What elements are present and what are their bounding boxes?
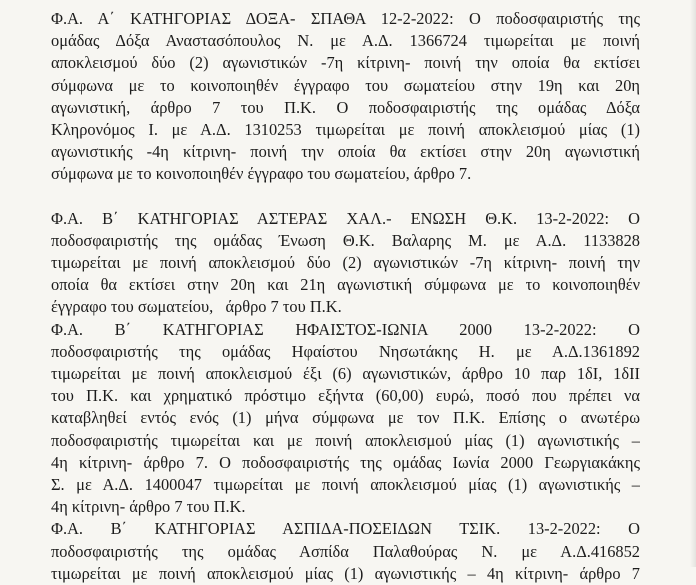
text-line: τιμωρείται με ποινή αποκλεισμού δύο (2) αγωνιστικών -7η κίτρινη- ποινή την [51, 253, 640, 273]
text-line: οποία θα εκτίσει στην 20η και 21η αγωνιστική σύμφωνα με το κοινοποιηθέν [51, 275, 640, 295]
text-line: 4η κίτρινη- άρθρο 7. Ο ποδοσφαιριστής της ομάδας Ιωνία 2000 Γεωργιακάκης [51, 452, 640, 472]
text-line: Φ.Α. Β΄ ΚΑΤΗΓΟΡΙΑΣ ΑΣΤΕΡΑΣ ΧΑΛ.- ΕΝΩΣΗ Θ.Κ. 13-2-2022: Ο [51, 208, 640, 228]
text-line: ποδοσφαιριστής τιμωρείται και με ποινή αποκλεισμού μίας (1) αγωνιστικής – [51, 430, 640, 450]
text-line: σύμφωνα με το κοινοποιηθέν έγγραφο του σωματείου, άρθρο 7. [51, 164, 472, 184]
text-line: καταβληθεί εντός ενός (1) μήνα σύμφωνα με τον Π.Κ. Επίσης ο ανωτέρω [51, 408, 640, 428]
ruling-paragraph-asteras-enosi [51, 208, 640, 319]
text-line: Κληρονόμος Ι. με Α.Δ. 1310253 τιμωρείται με ποινή αποκλεισμού μίας (1) [51, 120, 640, 140]
text-line: Φ.Α. Β΄ ΚΑΤΗΓΟΡΙΑΣ ΗΦΑΙΣΤΟΣ-ΙΩΝΙΑ 2000 13-2-2022: Ο [51, 319, 640, 339]
ruling-paragraph-doxa-spatha [51, 8, 640, 186]
text-line: αγωνιστικής -4η κίτρινη- ποινή την οποία θα εκτίσει στην 20η αγωνιστική [51, 142, 640, 162]
paragraph-spacer [51, 186, 640, 208]
text-line: τιμωρείται με ποινή αποκλεισμού μίας (1) αγωνιστικής – 4η κίτρινη- άρθρο 7 [51, 563, 640, 583]
text-line: τιμωρείται με ποινή αποκλεισμού έξι (6) αγωνιστικών, άρθρο 10 παρ 1δΙ, 1δΙΙ [51, 364, 640, 384]
text-line: Φ.Α. Β΄ ΚΑΤΗΓΟΡΙΑΣ ΑΣΠΙΔΑ-ΠΟΣΕΙΔΩΝ ΤΣΙΚ. 13-2-2022: Ο [51, 519, 640, 539]
text-line: ποδοσφαιριστής της ομάδας Ασπίδα Παλαθούρας Ν. με Α.Δ.416852 [51, 541, 640, 561]
text-line: ομάδας Δόξα Αναστασόπουλος Ν. με Α.Δ. 1366724 τιμωρείται με ποινή [51, 31, 640, 51]
text-line: σύμφωνα με το κοινοποιηθέν έγγραφο του σωματείου στην 19η και 20η [51, 75, 640, 95]
scan-edge-shadow [690, 0, 696, 567]
text-line: Φ.Α. Α΄ ΚΑΤΗΓΟΡΙΑΣ ΔΟΞΑ- ΣΠΑΘΑ 12-2-2022: Ο ποδοσφαιριστής της [51, 9, 640, 28]
text-line: αποκλεισμού δύο (2) αγωνιστικών -7η κίτρινη- ποινή την οποία θα εκτίσει [51, 53, 640, 73]
text-line: ποδοσφαιριστής της ομάδας Ένωση Θ.Κ. Βαλαρης Μ. με Α.Δ. 1133828 [51, 230, 640, 250]
ruling-paragraph-ifaistos-ionia [51, 319, 640, 519]
text-line: 4η κίτρινη- άρθρο 7 του Π.Κ. [51, 497, 246, 517]
text-line: Σ. με Α.Δ. 1400047 τιμωρείται με ποινή αποκλεισμού μίας (1) αγωνιστικής – [51, 475, 640, 495]
ruling-paragraph-aspida-poseidon [51, 518, 640, 585]
text-line: του Π.Κ. και χρηματικό πρόστιμο εξήντα (60,00) ευρώ, ποσό που πρέπει να [51, 386, 640, 406]
text-line: έγγραφο του σωματείου, άρθρο 7 του Π.Κ. [51, 297, 342, 317]
text-line: ποδοσφαιριστής της ομάδας Ηφαίστου Νησωτάκης Η. με Α.Δ.1361892 [51, 341, 640, 361]
text-line: αγωνιστική, άρθρο 7 του Π.Κ. Ο ποδοσφαιριστής της ομάδας Δόξα [51, 97, 640, 117]
